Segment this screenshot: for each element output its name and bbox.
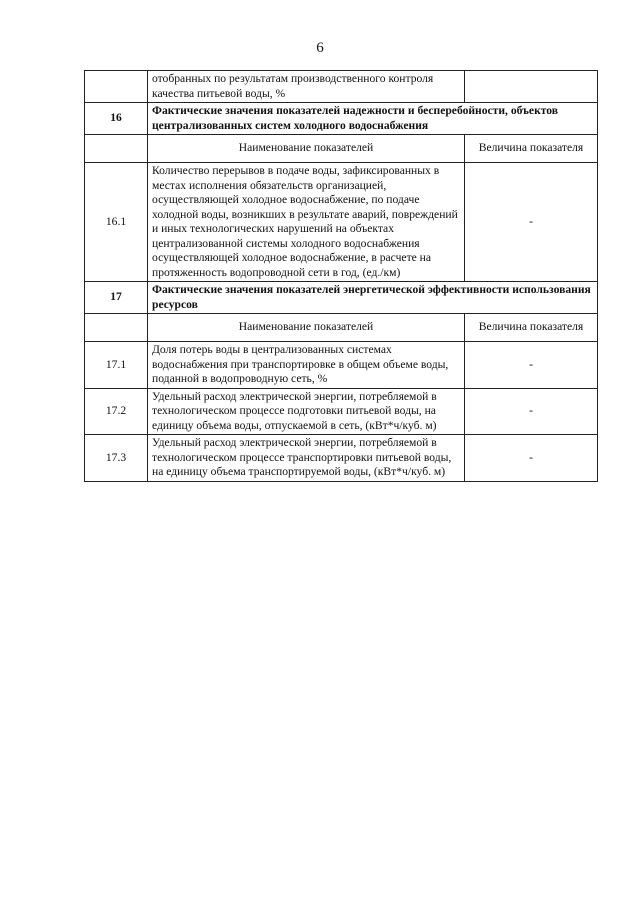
column-header-row — [85, 135, 598, 163]
indicator-name: Удельный расход электрической энергии, потребляемой в технологическом процессе транспортировки питьевой воды, на единицу объема транспортируемой воды, (кВт*ч/куб. м) — [148, 435, 465, 482]
table-row — [85, 388, 598, 435]
page-number: 6 — [316, 40, 324, 56]
column-header-name: Наименование показателей — [148, 135, 465, 163]
row-number-cell — [85, 314, 148, 342]
indicator-name: отобранных по результатам производственного контроля качества питьевой воды, % — [148, 71, 465, 103]
table-row — [85, 342, 598, 389]
row-number: 17.1 — [85, 342, 148, 389]
column-header-row — [85, 314, 598, 342]
indicator-value: - — [465, 342, 598, 389]
column-header-value: Величина показателя — [465, 135, 598, 163]
section-row-17 — [85, 282, 598, 314]
row-number-cell — [85, 71, 148, 103]
section-number: 17 — [85, 282, 148, 314]
table-row — [85, 435, 598, 482]
row-number: 16.1 — [85, 163, 148, 282]
section-number: 16 — [85, 103, 148, 135]
indicators-table — [84, 70, 598, 482]
indicator-name: Доля потерь воды в централизованных системах водоснабжения при транспортировке в общем объеме воды, поданной в водопроводную сеть, % — [148, 342, 465, 389]
continuation-row — [85, 71, 598, 103]
section-title: Фактические значения показателей надежности и бесперебойности, объектов централизованных систем холодного водоснабжения — [148, 103, 598, 135]
indicator-name: Количество перерывов в подаче воды, зафиксированных в местах исполнения обязательств организацией, осуществляющей холодное водоснабжение, по подаче холодной воды, возникших в результате аварий, повреждений и иных технологических нарушений на объектах централизованной системы холодного водоснабжения осуществляющей холодное водоснабжение, в расчете на протяженность водопроводной сети в год, (ед./км) — [148, 163, 465, 282]
indicator-value: - — [465, 388, 598, 435]
row-number-cell — [85, 135, 148, 163]
row-number: 17.3 — [85, 435, 148, 482]
indicator-value: - — [465, 435, 598, 482]
indicator-name: Удельный расход электрической энергии, потребляемой в технологическом процессе подготовки питьевой воды, на единицу объема воды, отпускаемой в сеть, (кВт*ч/куб. м) — [148, 388, 465, 435]
indicator-value — [465, 71, 598, 103]
table-row — [85, 163, 598, 282]
row-number: 17.2 — [85, 388, 148, 435]
indicator-value: - — [465, 163, 598, 282]
column-header-name: Наименование показателей — [148, 314, 465, 342]
section-row-16 — [85, 103, 598, 135]
column-header-value: Величина показателя — [465, 314, 598, 342]
section-title: Фактические значения показателей энергетической эффективности использования ресурсов — [148, 282, 598, 314]
